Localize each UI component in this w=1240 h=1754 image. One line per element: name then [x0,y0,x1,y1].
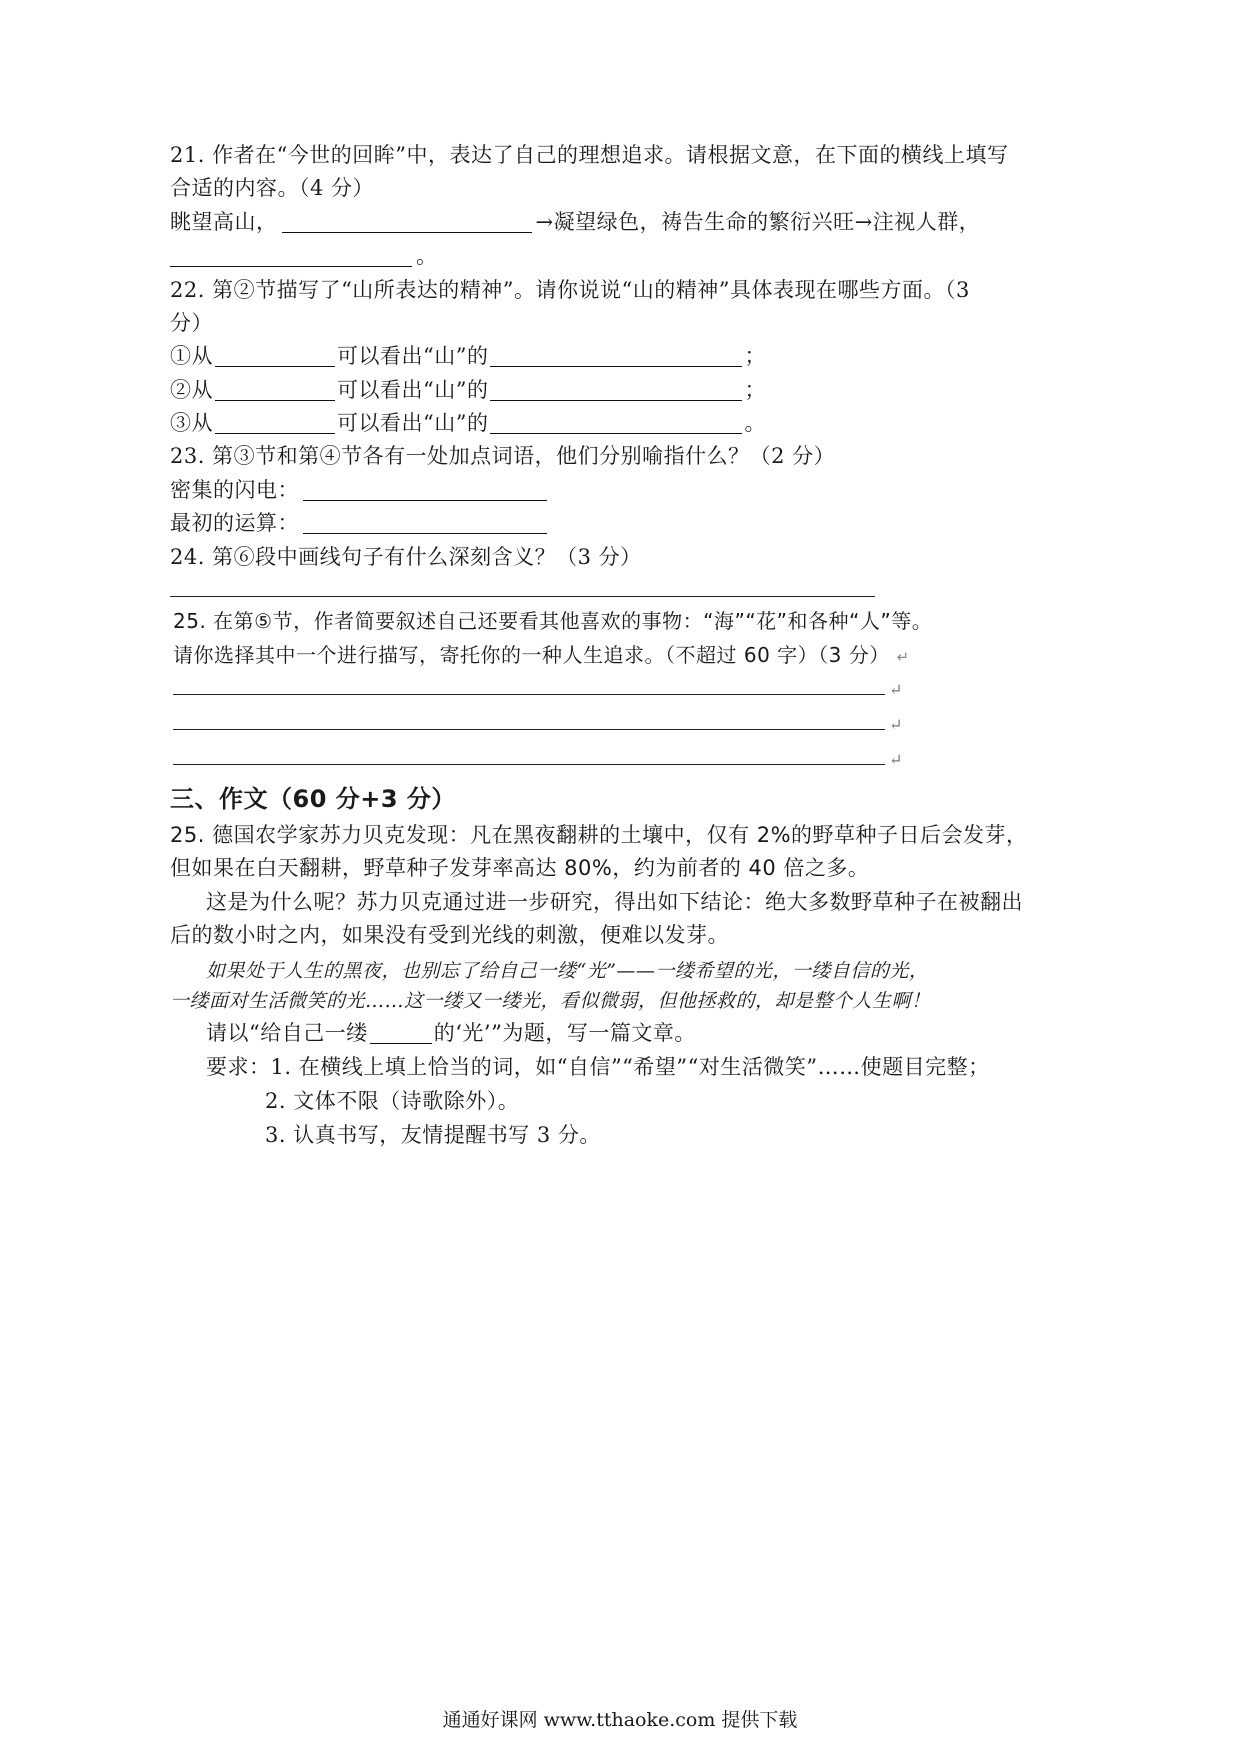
q23-b-blank[interactable] [303,511,547,534]
q22-item-3-mid: 可以看出“山”的 [337,411,489,435]
q24-answer-line[interactable] [170,596,875,597]
q21-line1: 21. 作者在“今世的回眸”中，表达了自己的理想追求。请根据文意，在下面的横线上填写 [170,143,1009,167]
q23-a-blank[interactable] [303,478,547,501]
essay-title-blank[interactable] [370,1021,432,1044]
q22-item-3-lead: ③从 [170,411,213,435]
essay-p1-line2: 但如果在白天翻耕，野草种子发芽率高达 80%，约为前者的 40 倍之多。 [170,856,870,880]
q23-b [170,508,551,538]
q22-item-1 [170,341,766,371]
q22-item-3-blank-a[interactable] [215,411,335,434]
q21-line3-start: 眺望高山， [170,210,278,234]
q21-line4 [170,241,438,271]
q25-answer-line-1[interactable] [173,694,885,695]
q21-line3 [170,207,980,237]
q22-item-1-lead: ①从 [170,344,213,368]
q22-line1: 22. 第②节描写了“山所表达的精神”。请你说说“山的精神”具体表现在哪些方面。（3 [170,278,970,302]
q21-line2: 合适的内容。（4 分） [170,176,375,200]
q21-blank-2[interactable] [170,244,412,267]
q25-return-mark-4: ↵ [889,750,903,769]
q22-item-3-blank-b[interactable] [490,411,742,434]
footer-credit: 通通好课网 www.tthaoke.com 提供下载 [442,1709,798,1731]
essay-prompt-end: 的‘光’”为题，写一篇文章。 [433,1021,696,1045]
q25-answer-line-2[interactable] [173,729,885,730]
q22-item-2-blank-a[interactable] [215,378,335,401]
q23-a-label: 密集的闪电： [170,478,299,502]
q22-item-1-blank-a[interactable] [215,344,335,367]
essay-prompt [206,1018,696,1048]
q25-line2 [173,640,910,672]
essay-p3-line2: 一缕面对生活微笑的光……这一缕又一缕光，看似微弱，但他拯救的，却是整个人生啊！ [170,990,931,1012]
q22-line2: 分） [170,311,213,335]
section3-title: 三、作文（60 分+3 分） [170,785,456,813]
q22-item-2-end: ； [744,378,766,402]
essay-prompt-start: 请以“给自己一缕 [206,1021,368,1045]
q22-item-2-lead: ②从 [170,378,213,402]
q23-line1: 23. 第③节和第④节各有一处加点词语，他们分别喻指什么？（2 分） [170,444,836,468]
q25-return-mark-3: ↵ [889,715,903,734]
essay-req-1: 要求：1. 在横线上填上恰当的词，如“自信”“希望”“对生活微笑”……使题目完整； [206,1055,990,1079]
q22-item-1-end: ； [744,344,766,368]
q23-a [170,475,551,505]
q21-line4-end: 。 [416,244,438,268]
q25-line2-text: 请你选择其中一个进行描写，寄托你的一种人生追求。（不超过 60 字）（3 分） [173,643,890,667]
q25-answer-line-3[interactable] [173,764,885,765]
q24-line1: 24. 第⑥段中画线句子有什么深刻含义？（3 分） [170,545,642,569]
q22-item-2 [170,375,766,405]
q25-line1: 25. 在第⑤节，作者简要叙述自己还要看其他喜欢的事物：“海”“花”和各种“人”等。 [173,609,933,633]
q22-item-3 [170,408,766,438]
essay-p3-line1: 如果处于人生的黑夜，也别忘了给自己一缕“光”——一缕希望的光，一缕自信的光， [206,960,929,982]
essay-req-2: 2. 文体不限（诗歌除外）。 [265,1089,520,1113]
essay-req-3: 3. 认真书写，友情提醒书写 3 分。 [265,1123,601,1147]
essay-p2-line2: 后的数小时之内，如果没有受到光线的刺激，便难以发芽。 [170,923,729,947]
q25-return-mark-2: ↵ [889,680,903,699]
q22-item-1-blank-b[interactable] [490,344,742,367]
essay-p1-line1: 25. 德国农学家苏力贝克发现：凡在黑夜翻耕的土壤中，仅有 2%的野草种子日后会发芽， [170,823,1028,847]
q22-item-2-blank-b[interactable] [490,378,742,401]
q22-item-3-end: 。 [744,411,766,435]
q23-b-label: 最初的运算： [170,511,299,535]
q25-return-mark-1: ↵ [896,648,910,666]
q22-item-1-mid: 可以看出“山”的 [337,344,489,368]
q22-item-2-mid: 可以看出“山”的 [337,378,489,402]
q21-line3-end: →凝望绿色，祷告生命的繁衍兴旺→注视人群， [535,210,981,234]
essay-p2-line1: 这是为什么呢？苏力贝克通过进一步研究，得出如下结论：绝大多数野草种子在被翻出 [206,890,1023,914]
q21-blank-1[interactable] [282,210,532,233]
